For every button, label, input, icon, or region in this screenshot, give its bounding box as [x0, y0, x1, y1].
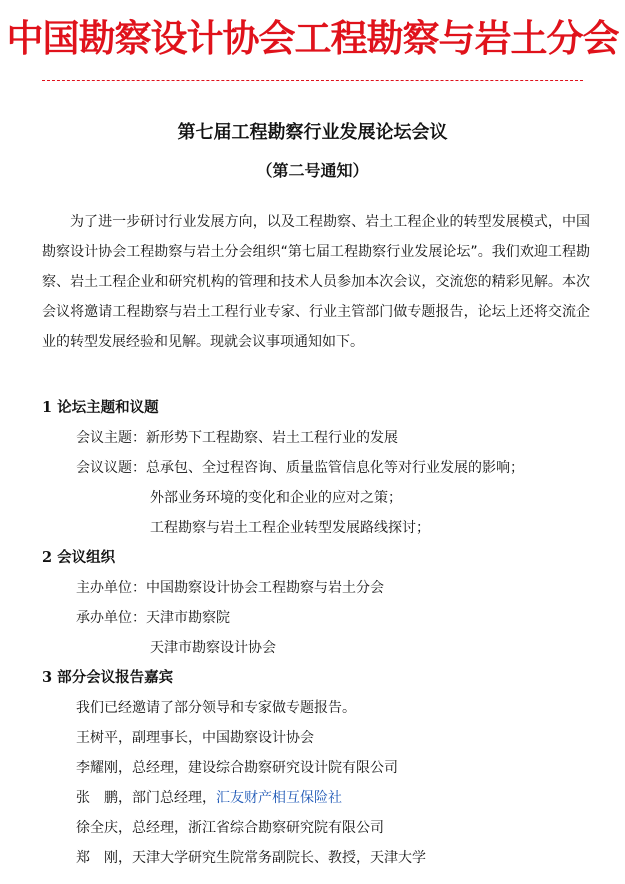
meeting-topics: [76, 458, 524, 478]
speaker-text: 张 鹏，部门总经理，: [76, 790, 216, 806]
topic-item: 外部业务环境的变化和企业的应对之策；: [150, 490, 402, 506]
intro-paragraph: 为了进一步研讨行业发展方向，以及工程勘察、岩土工程企业的转型发展模式，中国勘察设计协会工程勘察与岩土分会组织“第七届工程勘察行业发展论坛”。我们欢迎工程勘察、岩土工程企业和研究机构的管理和技术人员参加本次会议，交流您的精彩见解。本次会议将邀请工程勘察与岩土工程行业专家、行业主管部门做专题报告，论坛上还将交流企业的转型发展经验和见解。现就会议事项通知如下。: [42, 214, 590, 350]
speakers-intro: 我们已经邀请了部分领导和专家做专题报告。: [76, 700, 356, 716]
speaker-item: 李耀刚，总经理，建设综合勘察研究设计院有限公司: [76, 760, 398, 776]
host-value: 中国勘察设计协会工程勘察与岩土分会: [146, 580, 384, 596]
header-divider: [42, 80, 583, 81]
section-2-heading: 2 会议组织: [42, 549, 116, 566]
organizer-value: 天津市勘察设计协会: [150, 640, 276, 656]
topic-item: 工程勘察与岩土工程企业转型发展路线探讨；: [150, 520, 430, 536]
theme-label: 会议主题：: [76, 430, 146, 446]
organizer-unit: [76, 608, 230, 628]
meeting-theme: [76, 428, 398, 448]
topic-item: 总承包、全过程咨询、质量监管信息化等对行业发展的影响；: [146, 460, 524, 476]
speaker-item: 郑 刚，天津大学研究生院常务副院长、教授，天津大学: [76, 850, 426, 866]
letterhead-title: 中国勘察设计协会工程勘察与岩土分会: [6, 16, 619, 60]
section-1-heading: 1 论坛主题和议题: [42, 399, 159, 416]
host-unit: [76, 578, 384, 598]
document-title: 第七届工程勘察行业发展论坛会议: [177, 122, 448, 143]
topics-label: 会议议题：: [76, 460, 146, 476]
section-3-heading: 3 部分会议报告嘉宾: [42, 669, 174, 686]
insurance-company-link[interactable]: 汇友财产相互保险社: [216, 790, 342, 806]
document-subtitle: （第二号通知）: [256, 161, 369, 180]
host-label: 主办单位：: [76, 580, 146, 596]
organizer-label: 承办单位：: [76, 610, 146, 626]
theme-value: 新形势下工程勘察、岩土工程行业的发展: [146, 430, 398, 446]
speaker-item: 徐全庆，总经理，浙江省综合勘察研究院有限公司: [76, 820, 384, 836]
speaker-item: [76, 788, 342, 808]
speaker-item: 王树平，副理事长，中国勘察设计协会: [76, 730, 314, 746]
organizer-value: 天津市勘察院: [146, 610, 230, 626]
